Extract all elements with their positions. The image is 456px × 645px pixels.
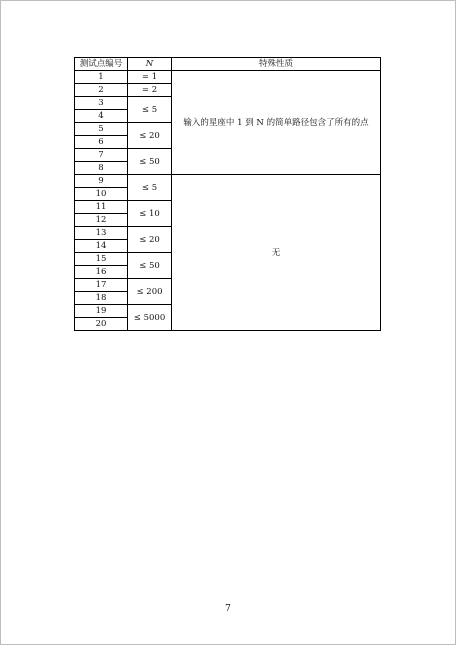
test-id-cell: 18 [75, 292, 128, 305]
property-cell: 输入的星座中 1 到 N 的简单路径包含了所有的点 [172, 71, 381, 175]
n-cell: ≤ 5 [128, 175, 172, 201]
test-id-cell: 2 [75, 84, 128, 97]
test-id-cell: 9 [75, 175, 128, 188]
test-id-cell: 4 [75, 110, 128, 123]
n-cell: = 2 [128, 84, 172, 97]
test-id-cell: 1 [75, 71, 128, 84]
test-id-cell: 17 [75, 279, 128, 292]
n-cell: ≤ 10 [128, 201, 172, 227]
test-id-cell: 10 [75, 188, 128, 201]
n-cell: ≤ 50 [128, 149, 172, 175]
test-id-cell: 13 [75, 227, 128, 240]
header-test-id: 测试点编号 [75, 58, 128, 71]
test-id-cell: 12 [75, 214, 128, 227]
test-id-cell: 11 [75, 201, 128, 214]
test-id-cell: 20 [75, 318, 128, 331]
test-id-cell: 14 [75, 240, 128, 253]
n-cell: ≤ 200 [128, 279, 172, 305]
table-row [75, 71, 381, 84]
test-id-cell: 8 [75, 162, 128, 175]
page-number: 7 [225, 604, 231, 614]
table-header-row [75, 58, 381, 71]
test-case-table [74, 57, 381, 331]
test-id-cell: 3 [75, 97, 128, 110]
test-id-cell: 6 [75, 136, 128, 149]
test-id-cell: 5 [75, 123, 128, 136]
table-row [75, 175, 381, 188]
test-id-cell: 16 [75, 266, 128, 279]
header-n: N [128, 58, 172, 71]
property-cell: 无 [172, 175, 381, 331]
n-cell: ≤ 50 [128, 253, 172, 279]
n-cell: ≤ 5000 [128, 305, 172, 331]
n-cell: ≤ 5 [128, 97, 172, 123]
test-id-cell: 7 [75, 149, 128, 162]
test-id-cell: 15 [75, 253, 128, 266]
n-cell: ≤ 20 [128, 227, 172, 253]
test-id-cell: 19 [75, 305, 128, 318]
n-cell: = 1 [128, 71, 172, 84]
header-property: 特殊性质 [172, 58, 381, 71]
n-cell: ≤ 20 [128, 123, 172, 149]
